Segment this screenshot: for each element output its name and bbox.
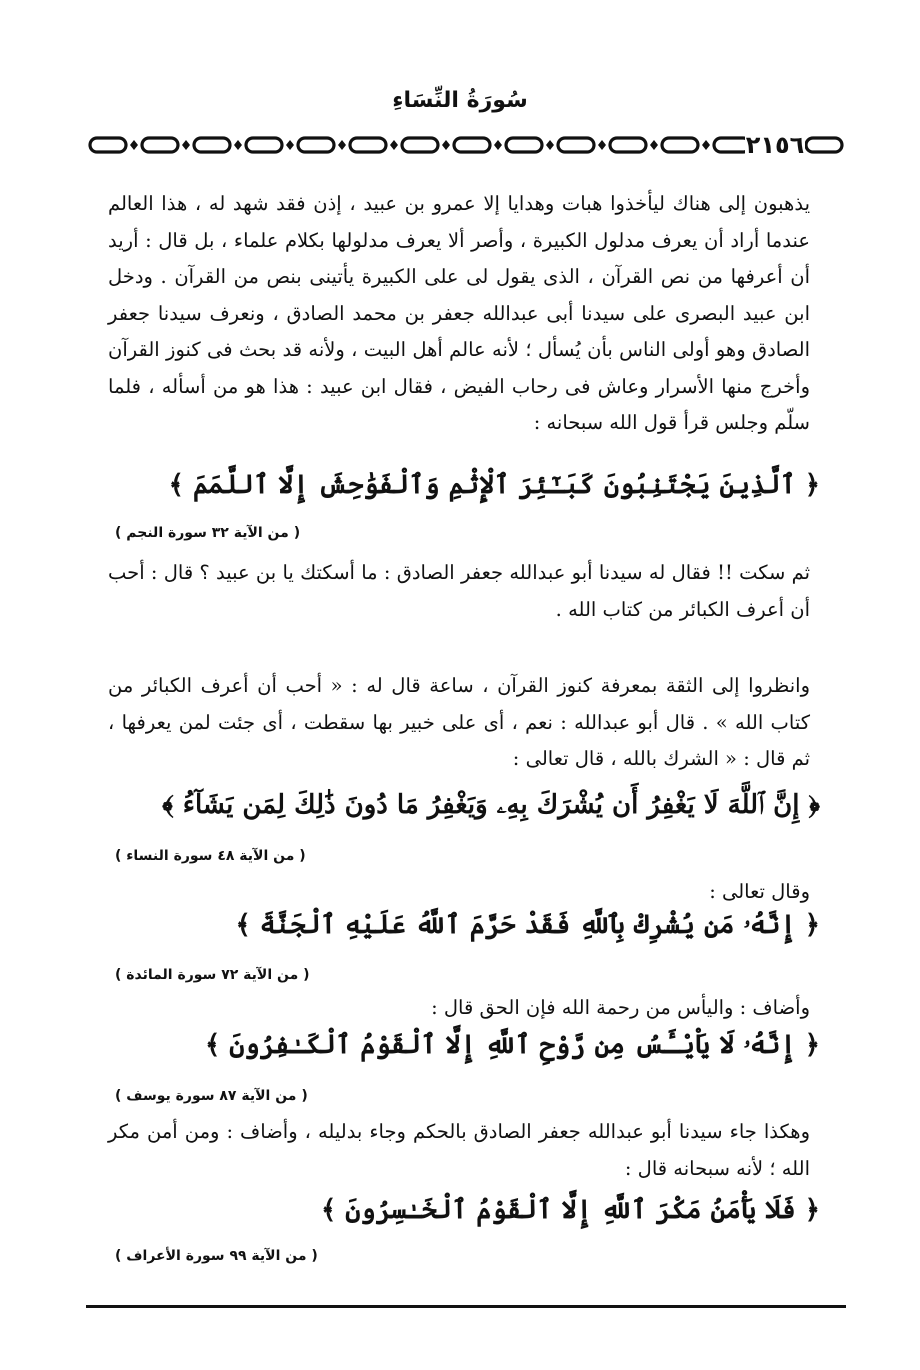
verse-najm-32: ﴿ ٱلَّذِينَ يَجْتَنِبُونَ كَبَـٰٓئِرَ ٱلْإِثْمِ وَٱلْفَوَٰحِشَ إِلَّا ٱللَّمَمَ ﴾: [168, 470, 820, 500]
footer-rule: [86, 1305, 846, 1308]
paragraph-4: وقال تعالى :: [709, 880, 810, 903]
paragraph-2: ثم سكت !! فقال له سيدنا أبو عبدالله جعفر الصادق : ما أسكتك يا بن عبيد ؟ قال : أحب أن أعرف الكبائر من كتاب الله .: [108, 561, 810, 621]
paragraph-6: وهكذا جاء سيدنا أبو عبدالله جعفر الصادق بالحكم وجاء بدليله ، وأضاف : ومن أمن مكر الله ؛ لأنه سبحانه قال :: [108, 1120, 810, 1180]
verse-maidah-72: ﴿ إِنَّهُۥ مَن يُشْرِكْ بِٱللَّهِ فَقَدْ حَرَّمَ ٱللَّهُ عَلَيْهِ ٱلْجَنَّةَ ﴾: [235, 910, 820, 940]
paragraph-5: وأضاف : واليأس من رحمة الله فإن الحق قال :: [431, 996, 810, 1019]
verse-reference-yusuf: ( من الآية ٨٧ سورة يوسف ): [115, 1088, 308, 1104]
paragraph-3: وانظروا إلى الثقة بمعرفة كنوز القرآن ، ساعة قال له : « أحب أن أعرف الكبائر من كتاب الله » . قال أبو عبدالله : نعم ، أى على خبير بها سقطت ، أى جئت لمن يعرفها ، ثم قال : « الشرك بالله ، قال تعالى :: [108, 674, 810, 770]
paragraph-1: يذهبون إلى هناك ليأخذوا هبات وهدايا إلا عمرو بن عبيد ، إذن فقد شهد له ، هذا العالم عندما أراد أن يعرف مدلول الكبيرة ، وأصر ألا يعرف مدلولها بكلام علماء ، بل قال : أريد أن أعرفها من نص القرآن ، الذى يقول لى على الكبيرة يأتينى بنص من القرآن . ودخل ابن عبيد البصرى على سيدنا أبى عبدالله جعفر بن محمد الصادق ، ونعرف سيدنا جعفر الصادق وهو أولى الناس بأن يُسأل ؛ لأنه عالم أهل البيت ، ولأنه قد بحث فى كنوز القرآن وأخرج منها الأسرار وعاش فى رحاب الفيض ، فقال ابن عبيد : هذا هو من أسأله ، فلما سلّم وجلس قرأ قول الله سبحانه :: [108, 192, 810, 434]
verse-araf-99: ﴿ فَلَا يَأْمَنُ مَكْرَ ٱللَّهِ إِلَّا ٱلْقَوْمُ ٱلْخَـٰسِرُونَ ﴾: [321, 1195, 820, 1225]
verse-reference-najm: ( من الآية ٣٢ سورة النجم ): [115, 525, 301, 541]
surah-title: سُورَةُ النِّسَاءِ: [392, 88, 528, 113]
chain-ornament-divider: [86, 128, 846, 162]
verse-yusuf-87: ﴿ إِنَّهُۥ لَا يَاْيْـَٔسُ مِن رَّوْحِ ٱللَّهِ إِلَّا ٱلْقَوْمُ ٱلْكَـٰفِرُونَ ﴾: [205, 1030, 820, 1060]
verse-reference-maidah: ( من الآية ٧٢ سورة المائدة ): [115, 967, 310, 983]
verse-reference-araf: ( من الآية ٩٩ سورة الأعراف ): [115, 1248, 318, 1264]
page-number: ٢١٥٦: [745, 128, 805, 162]
verse-nisa-48: ﴿ إِنَّ ٱللَّهَ لَا يَغْفِرُ أَن يُشْرَكَ بِهِۦ وَيَغْفِرُ مَا دُونَ ذَٰلِكَ لِمَن يَشَآءُ ﴾: [162, 790, 820, 820]
verse-reference-nisa: ( من الآية ٤٨ سورة النساء ): [115, 848, 306, 864]
